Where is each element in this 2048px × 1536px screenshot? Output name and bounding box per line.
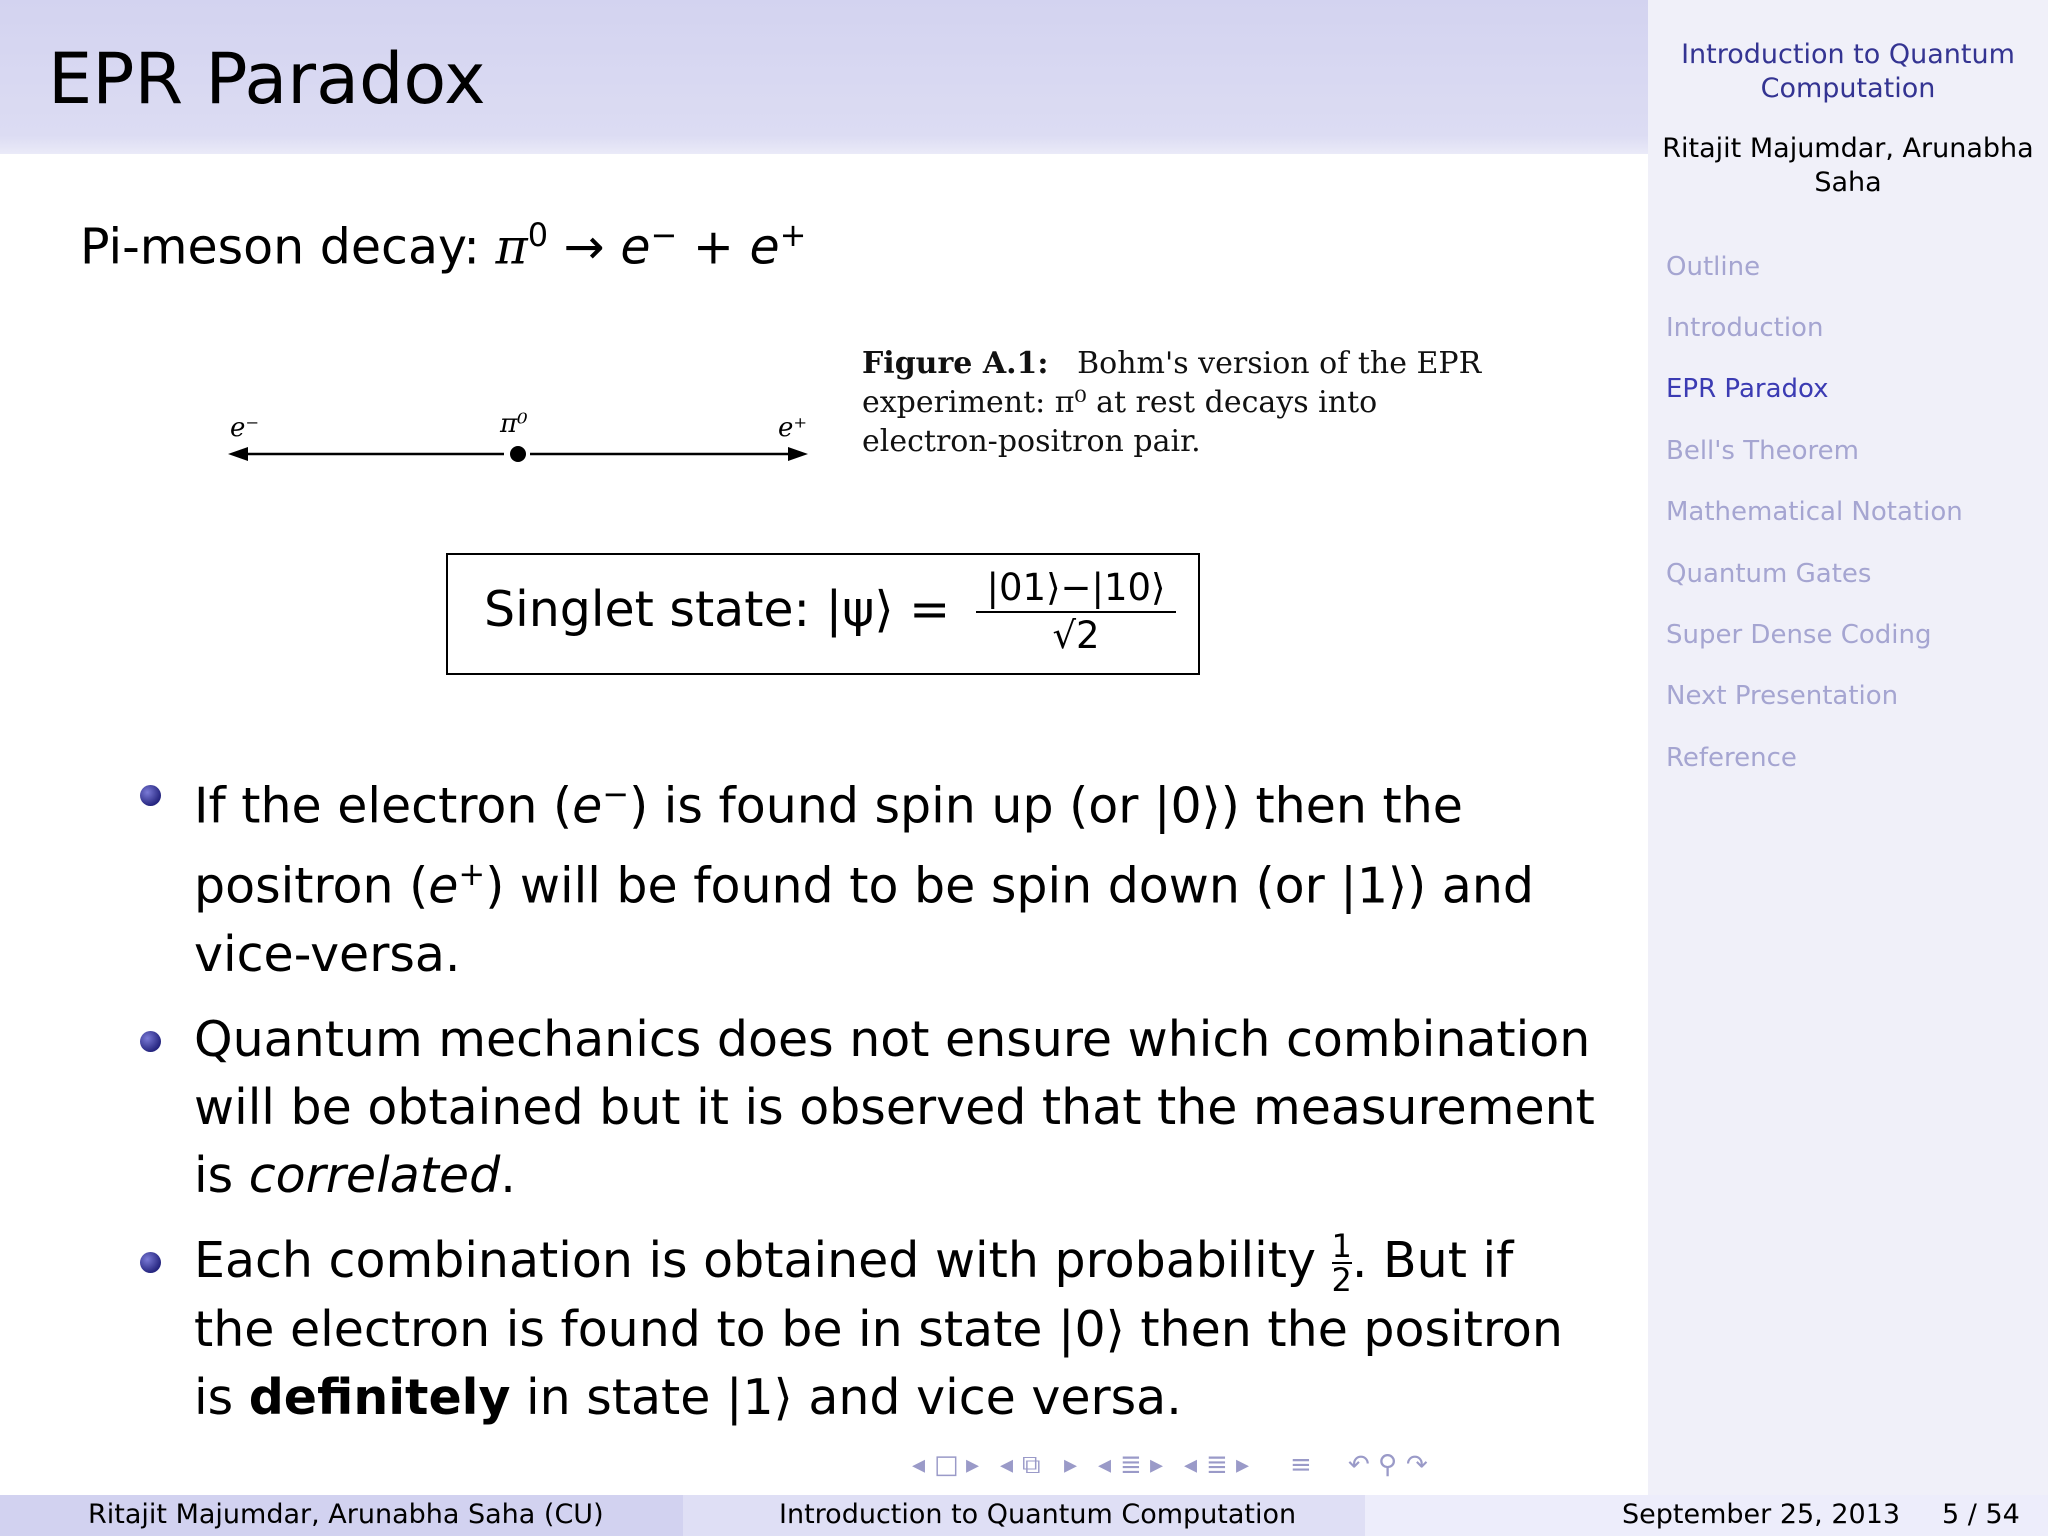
diagram-right-arrowhead bbox=[788, 447, 808, 461]
nav-document-icon[interactable]: ≡ bbox=[1290, 1450, 1312, 1480]
bullet1-text-c: ) will be found to be spin down (or |1⟩) and vice-versa. bbox=[194, 857, 1534, 983]
footer-title-panel bbox=[683, 1495, 1365, 1536]
nav-next-subsection-2-icon[interactable]: ▸ bbox=[1236, 1450, 1250, 1480]
diagram-label-pi0: π⁰ bbox=[500, 409, 528, 439]
pi-symbol: π bbox=[495, 218, 528, 276]
sidebar-item-reference[interactable]: Reference bbox=[1666, 743, 1797, 773]
nav-section-icon[interactable]: ≣ bbox=[1120, 1450, 1142, 1480]
singlet-label: Singlet state: |ψ⟩ = bbox=[484, 581, 951, 638]
arrow-symbol: → bbox=[548, 218, 621, 276]
footer-authors: Ritajit Majumdar, Arunabha Saha (CU) bbox=[88, 1499, 604, 1530]
figure-caption bbox=[862, 344, 1481, 461]
singlet-numerator: |01⟩−|10⟩ bbox=[976, 567, 1176, 613]
footer-title: Introduction to Quantum Computation bbox=[779, 1499, 1297, 1530]
bullet3-text-c: in state |1⟩ and vice versa. bbox=[510, 1369, 1182, 1427]
nav-prev-section-icon[interactable]: ◂ bbox=[1098, 1450, 1112, 1480]
footer-page-number: 5 / 54 bbox=[1942, 1499, 2020, 1530]
sidebar-item-outline[interactable]: Outline bbox=[1666, 252, 1761, 282]
nav-next-section-icon[interactable]: ▸ bbox=[1150, 1450, 1164, 1480]
bullet-list bbox=[140, 760, 1600, 1449]
minus-superscript: − bbox=[650, 216, 678, 254]
nav-prev-subsection-2-icon[interactable]: ◂ bbox=[1184, 1450, 1198, 1480]
bullet1-text-a: If the electron ( bbox=[194, 777, 573, 835]
footer-date: September 25, 2013 bbox=[1622, 1499, 1901, 1530]
electron-symbol: e bbox=[620, 218, 651, 276]
pi-superscript: 0 bbox=[527, 216, 549, 254]
nav-next-subsection-icon[interactable]: ▸ bbox=[1064, 1450, 1078, 1480]
singlet-state-box bbox=[446, 553, 1200, 675]
list-item bbox=[140, 760, 1600, 989]
figure-caption-line2: experiment: π⁰ at rest decays into bbox=[862, 385, 1378, 420]
nav-prev-subsection-icon[interactable]: ◂ bbox=[1000, 1450, 1014, 1480]
diagram-label-e-plus: e⁺ bbox=[778, 413, 808, 443]
bullet3-text-b: . But if the electron is found to be in state |0⟩ then the positron is bbox=[194, 1231, 1563, 1427]
positron-symbol: e bbox=[749, 218, 780, 276]
bullet3-definitely: definitely bbox=[248, 1369, 511, 1427]
bullet-icon bbox=[140, 1252, 161, 1273]
fraction-numerator: 1 bbox=[1331, 1227, 1352, 1266]
nav-subsection-2-icon[interactable]: ≣ bbox=[1206, 1450, 1228, 1480]
footer-date-panel bbox=[1365, 1495, 2048, 1536]
singlet-fraction bbox=[976, 567, 1176, 657]
bullet3-text-a: Each combination is obtained with probability bbox=[194, 1231, 1332, 1289]
plus-operator: + bbox=[677, 218, 750, 276]
bullet1-positron: e bbox=[428, 857, 459, 915]
sidebar-authors: Ritajit Majumdar, Arunabha Saha bbox=[1662, 133, 2034, 198]
sidebar bbox=[1648, 0, 2048, 1495]
bullet1-plus: + bbox=[458, 855, 486, 894]
nav-prev-frame-icon[interactable]: ◂ bbox=[912, 1450, 926, 1480]
bullet-icon bbox=[140, 785, 161, 806]
fraction-denominator: 2 bbox=[1331, 1261, 1352, 1300]
bullet2-text-b: . bbox=[500, 1146, 516, 1204]
figure-caption-line1: Bohm's version of the EPR bbox=[1077, 346, 1482, 381]
title-bar bbox=[0, 0, 1648, 154]
decay-equation bbox=[80, 216, 806, 275]
bullet2-text-a: Quantum mechanics does not ensure which combination will be obtained but it is observed that the measurement is bbox=[194, 1010, 1595, 1204]
decay-label: Pi-meson decay: bbox=[80, 218, 496, 276]
sidebar-item-super-dense-coding[interactable]: Super Dense Coding bbox=[1666, 620, 1932, 650]
figure-caption-line3: electron-positron pair. bbox=[862, 424, 1201, 459]
diagram-label-e-minus: e⁻ bbox=[230, 413, 260, 443]
nav-back-icon[interactable]: ↶ bbox=[1348, 1450, 1370, 1480]
sidebar-item-next-presentation[interactable]: Next Presentation bbox=[1666, 681, 1899, 711]
bullet2-correlated: correlated bbox=[248, 1146, 501, 1204]
sidebar-item-bells-theorem[interactable]: Bell's Theorem bbox=[1666, 436, 1859, 466]
list-item bbox=[140, 1006, 1600, 1210]
sidebar-presentation-title[interactable]: Introduction to Quantum Computation bbox=[1681, 39, 2015, 104]
nav-subsection-icon[interactable]: ⧉ bbox=[1022, 1450, 1041, 1480]
sidebar-item-introduction[interactable]: Introduction bbox=[1666, 313, 1824, 343]
bullet-icon bbox=[140, 1031, 161, 1052]
bullet1-minus: − bbox=[602, 775, 630, 813]
sidebar-item-mathematical-notation[interactable]: Mathematical Notation bbox=[1666, 497, 1963, 527]
nav-search-icon[interactable]: ⚲ bbox=[1378, 1450, 1398, 1480]
nav-next-frame-icon[interactable]: ▸ bbox=[966, 1450, 980, 1480]
footer bbox=[0, 1495, 2048, 1536]
plus-superscript: + bbox=[779, 216, 807, 254]
list-item bbox=[140, 1227, 1600, 1433]
diagram-left-arrowhead bbox=[228, 447, 248, 461]
nav-forward-icon[interactable]: ↷ bbox=[1406, 1450, 1428, 1480]
singlet-denominator: √2 bbox=[1052, 614, 1100, 657]
one-half-fraction bbox=[1331, 1227, 1352, 1300]
bullet1-text-b: ) is found spin up (or |0⟩) then the positron ( bbox=[194, 777, 1463, 915]
sidebar-item-epr-paradox[interactable]: EPR Paradox bbox=[1666, 374, 1829, 404]
bullet1-electron: e bbox=[572, 777, 603, 835]
diagram-pion-dot bbox=[510, 446, 526, 462]
nav-frame-icon[interactable]: □ bbox=[934, 1450, 959, 1480]
figure-caption-label: Figure A.1: bbox=[862, 346, 1049, 381]
footer-authors-panel bbox=[0, 1495, 683, 1536]
slide-title: EPR Paradox bbox=[48, 38, 486, 120]
sidebar-item-quantum-gates[interactable]: Quantum Gates bbox=[1666, 559, 1872, 589]
